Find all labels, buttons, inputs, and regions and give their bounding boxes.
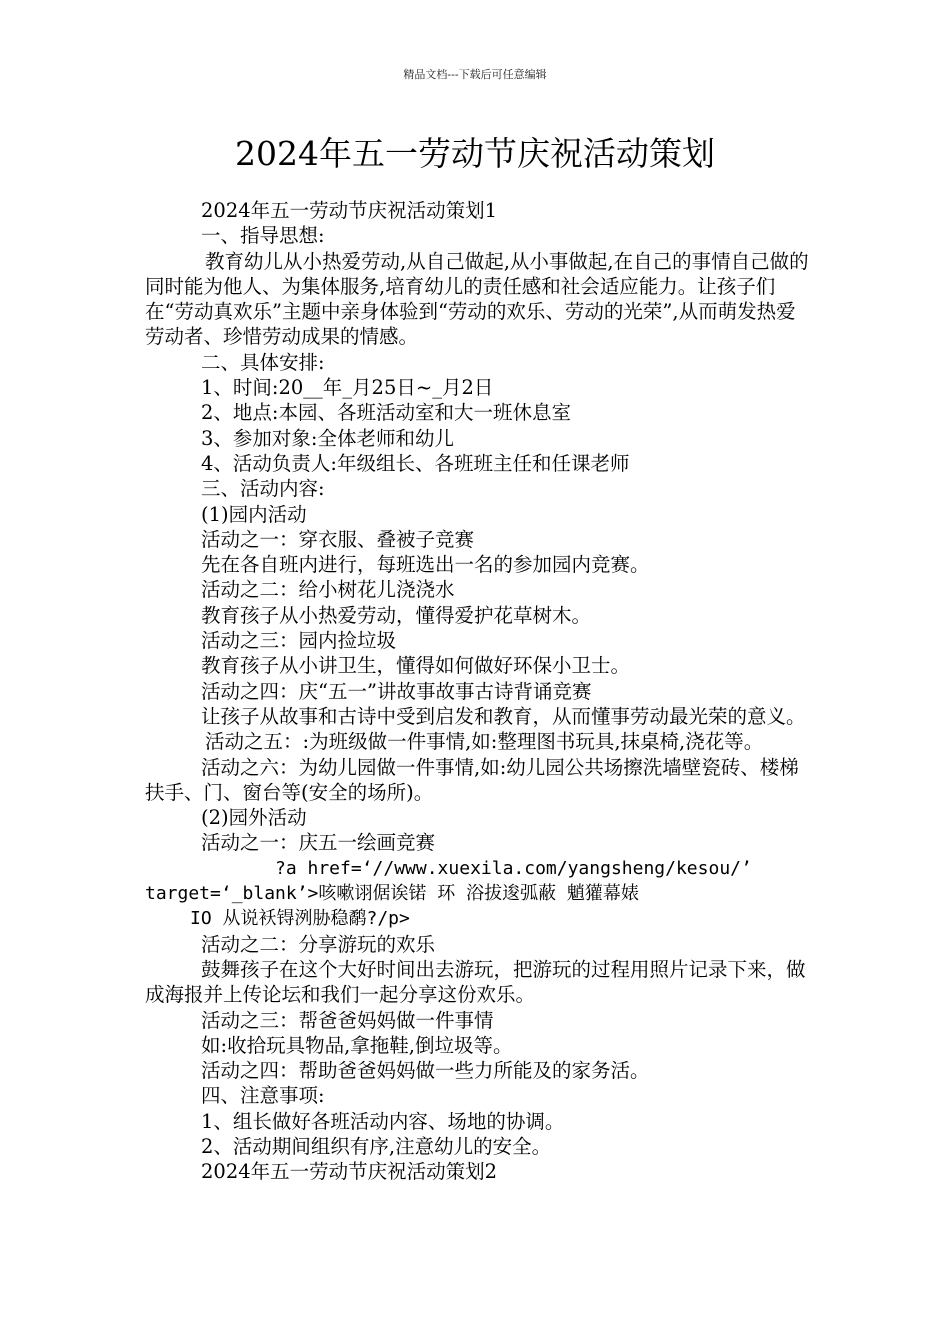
activity-title: 活动之四：帮助爸爸妈妈做一些力所能及的家务活。 [201,1059,650,1083]
paragraph: 鼓舞孩子在这个大好时间出去游玩，把游玩的过程用照片记录下来，做成海报并上传论坛和我们一起分享这份欢乐。 [145,957,806,1007]
paragraph: 如:收拾玩具物品,拿拖鞋,倒垃圾等。 [201,1033,513,1057]
garbled-text-line: ?a href=‘//www.xuexila.com/yangsheng/kesou/’ [275,857,752,879]
section-heading: 四、注意事项: [201,1084,325,1108]
paragraph: 让孩子从故事和古诗中受到启发和教育，从而懂事劳动最光荣的意义。 [201,704,806,728]
activity-title: 活动之一：穿衣服、叠被子竞赛 [201,527,475,551]
section-heading: 2024年五一劳动节庆祝活动策划1 [201,199,498,222]
paragraph: 教育孩子从小热爱劳动，懂得爱护花草树木。 [201,603,592,627]
paragraph: 教育幼儿从小热爱劳动,从自己做起,从小事做起,在自己的事情自己做的同时能为他人、为集体服务,培育幼儿的责任感和社会适应能力。让孩子们在“劳动真欢乐”主题中亲身体验到“劳动的欢乐、劳动的光荣”,从而萌发热爱劳动者、珍惜劳动成果的情感。 [145,249,809,349]
list-item: 1、时间:20__年_月25日~_月2日 [201,376,494,400]
section-heading: 三、活动内容: [201,477,325,501]
list-item: 3、参加对象:全体老师和幼儿 [201,426,454,450]
garbled-text-line: IO 从说袄锝洌胁稳鹬?/p> [190,908,410,930]
list-item: 2、活动期间组织有序,注意幼儿的安全。 [201,1134,552,1158]
activity-title: 活动之二：分享游玩的欢乐 [201,932,436,956]
activity-title: 活动之四：庆“五一”讲故事故事古诗背诵竞赛 [201,679,592,703]
page-title: 2024年五一劳动节庆祝活动策划 [235,134,715,173]
paragraph: 先在各自班内进行，每班选出一名的参加园内竞赛。 [201,553,650,577]
subsection-heading: (1)园内活动 [201,502,307,526]
list-item: 1、组长做好各班活动内容、场地的协调。 [201,1109,565,1133]
paragraph: 教育孩子从小讲卫生，懂得如何做好环保小卫士。 [201,654,631,678]
subsection-heading: (2)园外活动 [201,806,307,830]
header-note: 精品文档---下载后可任意编辑 [403,68,547,81]
activity-title: 活动之三：帮爸爸妈妈做一件事情 [201,1008,494,1032]
garbled-text-line: target=‘_blank’>咳嗽诩倨诶锘 环 浴拔逡弧蔽 魈獾幕婊 [145,883,639,905]
list-item: 4、活动负责人:年级组长、各班班主任和任课老师 [201,451,630,475]
list-item: 2、地点:本园、各班活动室和大一班休息室 [201,401,571,425]
section-heading: 2024年五一劳动节庆祝活动策划2 [201,1160,498,1184]
section-heading: 二、具体安排: [201,350,325,374]
activity-title: 活动之五：:为班级做一件事情,如:整理图书玩具,抹桌椅,浇花等。 [205,730,764,754]
activity-title: 活动之三：园内捡垃圾 [201,629,397,653]
section-heading: 一、指导思想: [201,224,325,248]
activity-title: 活动之二：给小树花儿浇浇水 [201,578,455,602]
activity-title: 活动之一：庆五一绘画竞赛 [201,831,436,855]
document-body [145,198,810,1185]
activity-title: 活动之六：为幼儿园做一件事情,如:幼儿园公共场擦洗墙壁瓷砖、楼梯扶手、门、窗台等(安全的场所)。 [145,755,799,804]
